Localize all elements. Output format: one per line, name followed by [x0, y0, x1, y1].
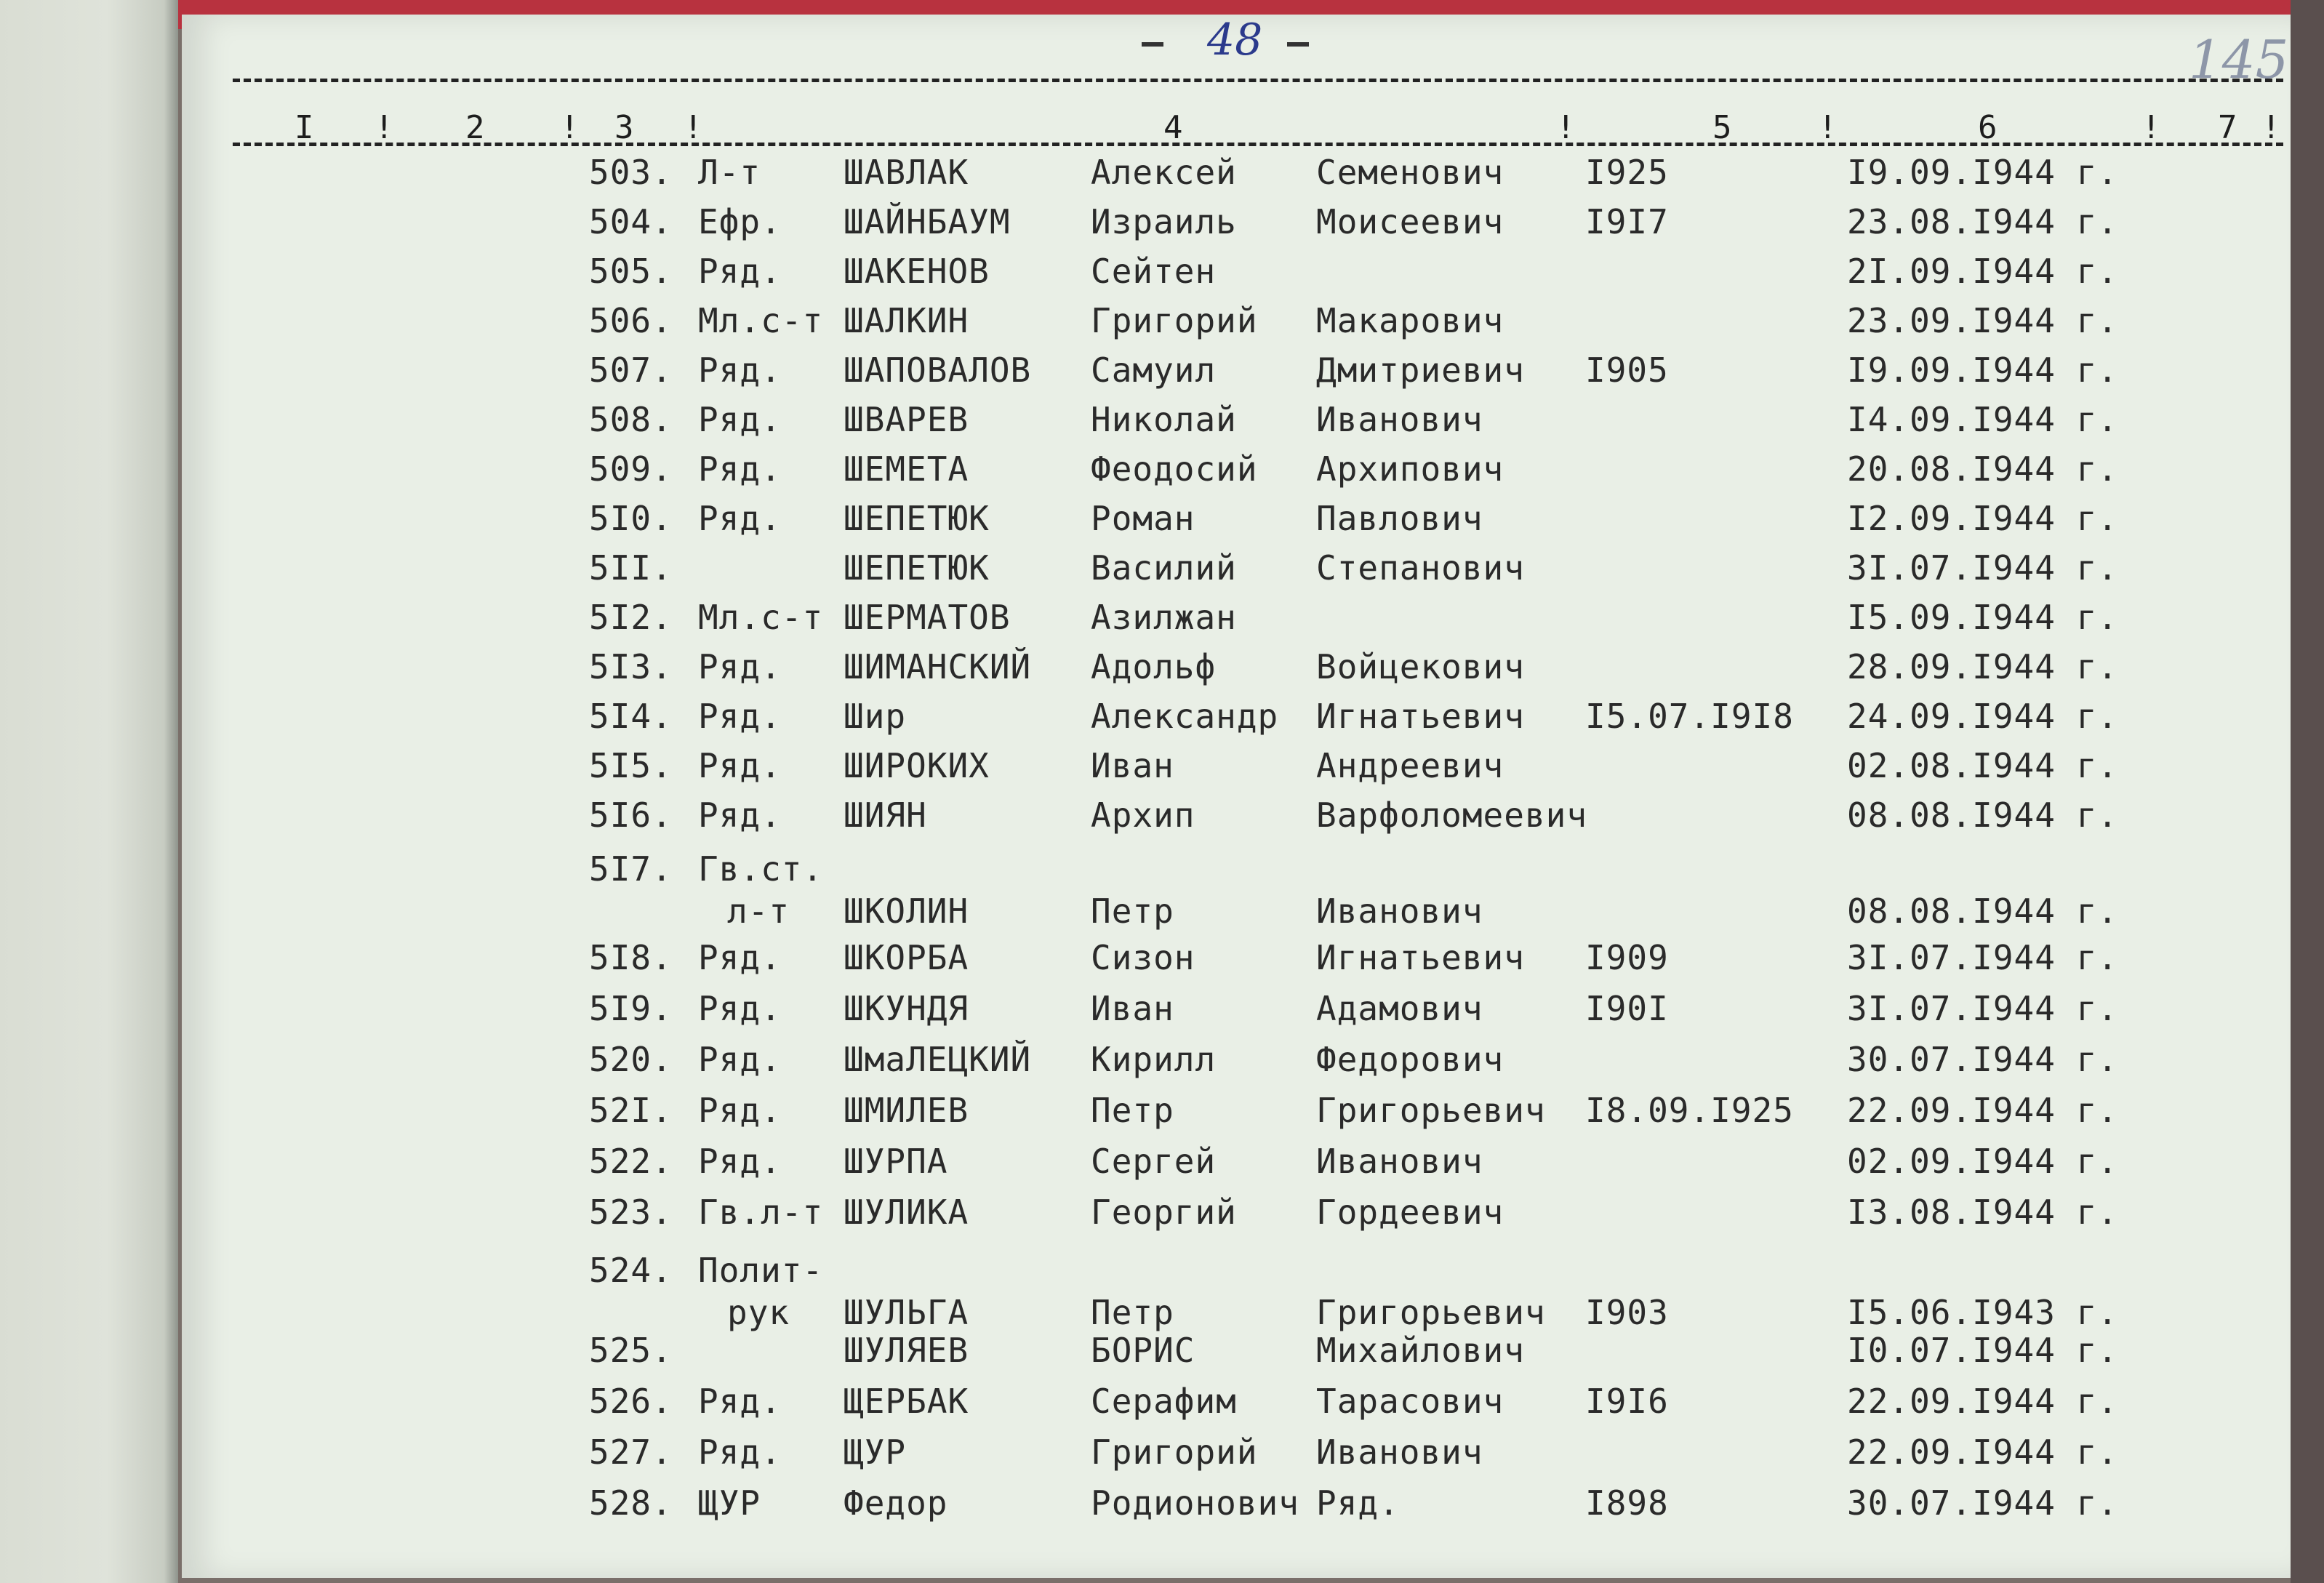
death-date-cell: 30.07.I944 г. — [1847, 1483, 2119, 1523]
page-number-dash-left — [1142, 42, 1163, 47]
row-number: 505. — [589, 252, 673, 291]
patronymic-cell: Иванович — [1316, 400, 1483, 439]
page-number-dash-right — [1287, 42, 1309, 47]
rank-cell: Ряд. — [698, 697, 782, 736]
first-name-cell: Сизон — [1091, 938, 1195, 977]
rank-cell: Ефр. — [698, 202, 782, 241]
row-number: 504. — [589, 202, 673, 241]
rank-cell: Л-т — [698, 153, 761, 192]
death-date-cell: 23.09.I944 г. — [1847, 301, 2119, 340]
row-number: 5I0. — [589, 499, 673, 538]
table-row — [0, 938, 2324, 989]
rank-cell: Ряд. — [698, 989, 782, 1028]
table-row — [0, 252, 2324, 302]
surname-cell: ШКОРБА — [844, 938, 969, 977]
page-number: 48 — [1207, 15, 1263, 65]
death-date-cell: 24.09.I944 г. — [1847, 697, 2119, 736]
row-number: 522. — [589, 1142, 673, 1181]
patronymic-cell: Войцекович — [1316, 647, 1525, 686]
death-date-cell: I5.09.I944 г. — [1847, 598, 2119, 637]
death-date-cell: 28.09.I944 г. — [1847, 647, 2119, 686]
rank-cell: Ряд. — [698, 350, 782, 390]
birth-year-cell: I909 — [1585, 938, 1669, 977]
surname-cell: ШАЛКИН — [844, 301, 969, 340]
surname-cell: ШАЙНБАУМ — [844, 202, 1011, 241]
first-name-cell: Роман — [1091, 499, 1195, 538]
surname-cell: ШКУНДЯ — [844, 989, 969, 1028]
surname-cell: ШАПОВАЛОВ — [844, 350, 1032, 390]
birth-year-cell: I8.09.I925 — [1585, 1091, 1794, 1130]
rank-cell-line2: л-т — [727, 891, 790, 931]
first-name-cell: Георгий — [1091, 1193, 1237, 1232]
column-header-5: 5 — [1712, 109, 1732, 146]
patronymic-cell: Игнатьевич — [1316, 938, 1525, 977]
surname-cell: ШУЛЯЕВ — [844, 1331, 969, 1370]
surname-cell: ШКОЛИН — [844, 891, 969, 931]
surname-cell: ШМИЛЕВ — [844, 1091, 969, 1130]
header-rule-bottom — [233, 143, 2283, 146]
row-number: 52I. — [589, 1091, 673, 1130]
surname-cell: Федор — [844, 1483, 948, 1523]
rank-cell: Ряд. — [698, 795, 782, 835]
row-number: 5I8. — [589, 938, 673, 977]
death-date-cell: 22.09.I944 г. — [1847, 1432, 2119, 1472]
patronymic-cell: Архипович — [1316, 449, 1504, 489]
table-row — [0, 449, 2324, 500]
first-name-cell: Самуил — [1091, 350, 1217, 390]
rank-cell-line2: рук — [727, 1293, 790, 1332]
patronymic-cell: Иванович — [1316, 1142, 1483, 1181]
patronymic-cell: Дмитриевич — [1316, 350, 1525, 390]
column-separator: ! — [374, 109, 394, 146]
first-name-cell: Архип — [1091, 795, 1195, 835]
table-row — [0, 548, 2324, 599]
table-row — [0, 1331, 2324, 1382]
surname-cell: ШЕМЕТА — [844, 449, 969, 489]
birth-year-cell: I5.07.I9I8 — [1585, 697, 1794, 736]
patronymic-cell: Иванович — [1316, 1432, 1483, 1472]
table-row — [0, 153, 2324, 204]
row-number: 5I7. — [589, 849, 673, 889]
column-header-7: 7 — [2218, 109, 2237, 146]
patronymic-cell: Адамович — [1316, 989, 1483, 1028]
birth-year-cell: I925 — [1585, 153, 1669, 192]
column-separator: ! — [1818, 109, 1838, 146]
column-header-3: 3 — [614, 109, 634, 146]
rank-cell: ЩУР — [698, 1483, 761, 1523]
birth-year-cell: I9I6 — [1585, 1382, 1669, 1421]
patronymic-cell: Григорьевич — [1316, 1293, 1546, 1332]
column-separator: ! — [2261, 109, 2281, 146]
first-name-cell: БОРИС — [1091, 1331, 1195, 1370]
table-row — [0, 499, 2324, 550]
first-name-cell: Сергей — [1091, 1142, 1217, 1181]
surname-cell: ШИЯН — [844, 795, 927, 835]
patronymic-cell: Михайлович — [1316, 1331, 1525, 1370]
table-row — [0, 1142, 2324, 1193]
patronymic-cell: Федорович — [1316, 1040, 1504, 1079]
archive-number: 145 — [2189, 29, 2289, 90]
death-date-cell: 3I.07.I944 г. — [1847, 548, 2119, 588]
column-header-1: I — [294, 109, 314, 146]
rank-cell: Мл.с-т — [698, 598, 824, 637]
death-date-cell: 22.09.I944 г. — [1847, 1382, 2119, 1421]
rank-cell: Гв.ст. — [698, 849, 824, 889]
rank-cell: Ряд. — [698, 938, 782, 977]
table-row — [0, 746, 2324, 797]
surname-cell: ЩЕРБАК — [844, 1382, 969, 1421]
birth-year-cell: I9I7 — [1585, 202, 1669, 241]
death-date-cell: 08.08.I944 г. — [1847, 891, 2119, 931]
death-date-cell: 20.08.I944 г. — [1847, 449, 2119, 489]
surname-cell: ШУЛИКА — [844, 1193, 969, 1232]
death-date-cell: I3.08.I944 г. — [1847, 1193, 2119, 1232]
surname-cell: ШВАРЕВ — [844, 400, 969, 439]
death-date-cell: 23.08.I944 г. — [1847, 202, 2119, 241]
row-number: 5I6. — [589, 795, 673, 835]
death-date-cell: 2I.09.I944 г. — [1847, 252, 2119, 291]
death-date-cell: 02.08.I944 г. — [1847, 746, 2119, 785]
first-name-cell: Родионович — [1091, 1483, 1299, 1523]
death-date-cell: I5.06.I943 г. — [1847, 1293, 2119, 1332]
first-name-cell: Николай — [1091, 400, 1237, 439]
rank-cell: Ряд. — [698, 499, 782, 538]
row-number: 520. — [589, 1040, 673, 1079]
first-name-cell: Азилжан — [1091, 598, 1237, 637]
surname-cell: ШЕРМАТОВ — [844, 598, 1011, 637]
first-name-cell: Иван — [1091, 746, 1174, 785]
death-date-cell: I9.09.I944 г. — [1847, 153, 2119, 192]
patronymic-cell: Макарович — [1316, 301, 1504, 340]
first-name-cell: Сейтен — [1091, 252, 1217, 291]
surname-cell: ШИРОКИХ — [844, 746, 990, 785]
table-row — [0, 400, 2324, 451]
rank-cell: Полит- — [698, 1251, 824, 1290]
death-date-cell: 30.07.I944 г. — [1847, 1040, 2119, 1079]
surname-cell: ШмаЛЕЦКИЙ — [844, 1040, 1032, 1079]
birth-year-cell: I903 — [1585, 1293, 1669, 1332]
row-number: 5II. — [589, 548, 673, 588]
rank-cell: Гв.л-т — [698, 1193, 824, 1232]
birth-year-cell: I90I — [1585, 989, 1669, 1028]
first-name-cell: Серафим — [1091, 1382, 1237, 1421]
table-row — [0, 647, 2324, 698]
row-number: 5I2. — [589, 598, 673, 637]
row-number: 528. — [589, 1483, 673, 1523]
surname-cell: ШЕПЕТЮК — [844, 548, 990, 588]
table-row — [0, 989, 2324, 1040]
death-date-cell: 08.08.I944 г. — [1847, 795, 2119, 835]
rank-cell: Ряд. — [698, 1432, 782, 1472]
patronymic-cell: Степанович — [1316, 548, 1525, 588]
surname-cell: ШУЛЬГА — [844, 1293, 969, 1332]
table-row — [0, 598, 2324, 649]
surname-cell: ЩУР — [844, 1432, 907, 1472]
first-name-cell: Петр — [1091, 1091, 1174, 1130]
rank-cell: Мл.с-т — [698, 301, 824, 340]
first-name-cell: Петр — [1091, 891, 1174, 931]
patronymic-cell: Гордеевич — [1316, 1193, 1504, 1232]
table-row — [0, 1091, 2324, 1142]
first-name-cell: Кирилл — [1091, 1040, 1217, 1079]
rank-cell: Ряд. — [698, 746, 782, 785]
header-rule-top — [233, 79, 2283, 82]
surname-cell: Шир — [844, 697, 907, 736]
column-separator: ! — [560, 109, 580, 146]
row-number: 524. — [589, 1251, 673, 1290]
surname-cell: ШАКЕНОВ — [844, 252, 990, 291]
patronymic-cell: Павлович — [1316, 499, 1483, 538]
first-name-cell: Григорий — [1091, 301, 1258, 340]
row-number: 507. — [589, 350, 673, 390]
rank-cell: Ряд. — [698, 1040, 782, 1079]
surname-cell: ШЕПЕТЮК — [844, 499, 990, 538]
first-name-cell: Петр — [1091, 1293, 1174, 1332]
patronymic-cell: Андреевич — [1316, 746, 1504, 785]
row-number: 527. — [589, 1432, 673, 1472]
row-number: 525. — [589, 1331, 673, 1370]
rank-cell: Ряд. — [698, 1142, 782, 1181]
patronymic-cell: Ряд. — [1316, 1483, 1400, 1523]
patronymic-cell: Иванович — [1316, 891, 1483, 931]
death-date-cell: I9.09.I944 г. — [1847, 350, 2119, 390]
column-header-4: 4 — [1163, 109, 1183, 146]
death-date-cell: 22.09.I944 г. — [1847, 1091, 2119, 1130]
row-number: 5I9. — [589, 989, 673, 1028]
rank-cell: Ряд. — [698, 1382, 782, 1421]
patronymic-cell: Игнатьевич — [1316, 697, 1525, 736]
rank-cell: Ряд. — [698, 400, 782, 439]
table-row — [0, 1193, 2324, 1243]
row-number: 5I4. — [589, 697, 673, 736]
table-row — [0, 301, 2324, 352]
table-row — [0, 350, 2324, 401]
row-number: 5I3. — [589, 647, 673, 686]
column-header-6: 6 — [1978, 109, 1998, 146]
first-name-cell: Иван — [1091, 989, 1174, 1028]
first-name-cell: Григорий — [1091, 1432, 1258, 1472]
rank-cell: Ряд. — [698, 647, 782, 686]
death-date-cell: I0.07.I944 г. — [1847, 1331, 2119, 1370]
column-header-2: 2 — [465, 109, 485, 146]
first-name-cell: Алексей — [1091, 153, 1237, 192]
table-row — [0, 1483, 2324, 1534]
table-row — [0, 1382, 2324, 1432]
row-number: 526. — [589, 1382, 673, 1421]
death-date-cell: 3I.07.I944 г. — [1847, 989, 2119, 1028]
rank-cell: Ряд. — [698, 252, 782, 291]
row-number: 508. — [589, 400, 673, 439]
column-separator: ! — [684, 109, 703, 146]
table-row — [0, 202, 2324, 253]
first-name-cell: Александр — [1091, 697, 1279, 736]
row-number: 523. — [589, 1193, 673, 1232]
first-name-cell: Феодосий — [1091, 449, 1258, 489]
table-row — [0, 795, 2324, 846]
column-separator: ! — [2141, 109, 2161, 146]
table-row — [0, 1040, 2324, 1091]
row-number: 509. — [589, 449, 673, 489]
birth-year-cell: I905 — [1585, 350, 1669, 390]
patronymic-cell: Григорьевич — [1316, 1091, 1546, 1130]
death-date-cell: 3I.07.I944 г. — [1847, 938, 2119, 977]
row-number: 5I5. — [589, 746, 673, 785]
table-row — [0, 697, 2324, 748]
table-row — [0, 1251, 2324, 1332]
row-number: 503. — [589, 153, 673, 192]
table-row — [0, 849, 2324, 931]
patronymic-cell: Тарасович — [1316, 1382, 1504, 1421]
surname-cell: ШИМАНСКИЙ — [844, 647, 1032, 686]
death-date-cell: I2.09.I944 г. — [1847, 499, 2119, 538]
first-name-cell: Адольф — [1091, 647, 1217, 686]
death-date-cell: I4.09.I944 г. — [1847, 400, 2119, 439]
table-row — [0, 1432, 2324, 1483]
rank-cell: Ряд. — [698, 449, 782, 489]
patronymic-cell: Семенович — [1316, 153, 1504, 192]
first-name-cell: Израиль — [1091, 202, 1237, 241]
rank-cell: Ряд. — [698, 1091, 782, 1130]
first-name-cell: Василий — [1091, 548, 1237, 588]
patronymic-cell: Моисеевич — [1316, 202, 1504, 241]
birth-year-cell: I898 — [1585, 1483, 1669, 1523]
surname-cell: ШАВЛАК — [844, 153, 969, 192]
patronymic-cell: Варфоломеевич — [1316, 795, 1588, 835]
column-separator: ! — [1556, 109, 1576, 146]
death-date-cell: 02.09.I944 г. — [1847, 1142, 2119, 1181]
surname-cell: ШУРПА — [844, 1142, 948, 1181]
row-number: 506. — [589, 301, 673, 340]
